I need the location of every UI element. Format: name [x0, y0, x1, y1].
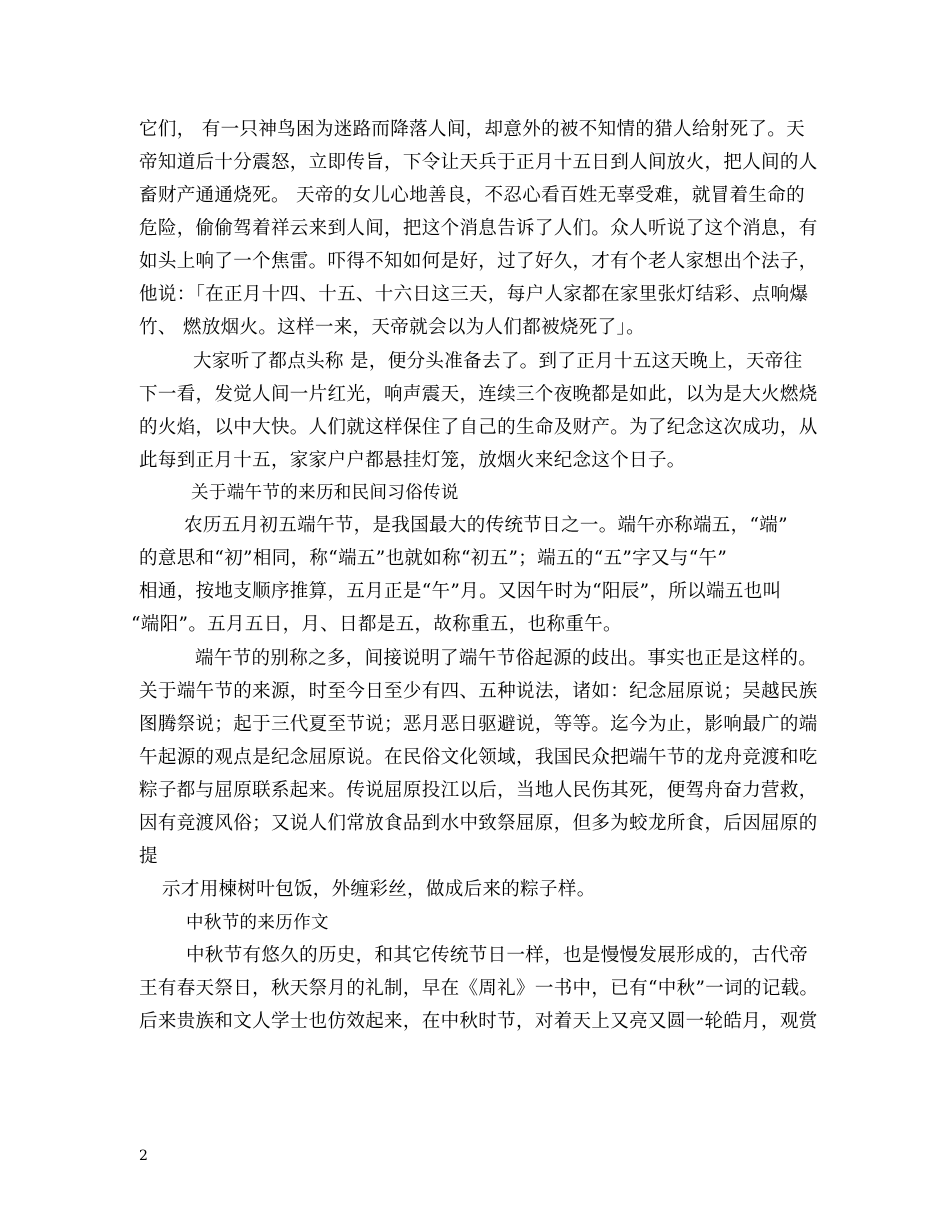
text-line: 相通，按地支顺序推算，五月正是“午”月。又因午时为“阳辰”，所以端五也叫 — [139, 581, 782, 602]
text-line: 它们， 有一只神鸟困为迷路而降落人间，却意外的被不知情的猎人给射死了。天 — [139, 119, 805, 140]
text-line: 提 — [139, 846, 158, 867]
text-line: 王有春天祭日，秋天祭月的礼制，早在《周礼》一书中，已有“中秋”一词的记载。 — [139, 978, 819, 999]
text-line: 因有竞渡风俗；又说人们常放食品到水中致祭屈原，但多为蛟龙所食，后因屈原的 — [139, 813, 818, 834]
text-line: 图腾祭说；起于三代夏至节说；恶月恶日驱避说，等等。迄今为止，影响最广的端 — [139, 714, 818, 735]
text-line: 畜财产通通烧死。 天帝的女儿心地善良，不忍心看百姓无辜受难，就冒着生命的 — [139, 185, 805, 206]
text-line: 危险，偷偷驾着祥云来到人间，把这个消息告诉了人们。众人听说了这个消息，有 — [139, 218, 818, 239]
text-line: 此每到正月十五，家家户户都悬挂灯笼，放烟火来纪念这个日子。 — [139, 450, 686, 471]
text-line: 的意思和“初”相同，称“端五”也就如称“初五”；端五的“五”字又与“午” — [139, 548, 728, 569]
text-line: 农历五月初五端午节，是我国最大的传统节日之一。端午亦称端五，“端” — [184, 515, 788, 536]
text-line: 中秋节有悠久的历史，和其它传统节日一样，也是慢慢发展形成的，古代帝 — [186, 945, 809, 966]
text-line: 下一看，发觉人间一片红光，响声震天，连续三个夜晚都是如此，以为是大火燃烧 — [139, 384, 818, 405]
text-line: 大家听了都点头称 是，便分头准备去了。到了正月十五这天晚上，天帝往 — [193, 351, 803, 372]
text-line: 如头上响了一个焦雷。吓得不知如何是好，过了好久，才有个老人家想出个法子， — [139, 251, 818, 272]
section-heading: 关于端午节的来历和民间习俗传说 — [191, 483, 459, 503]
text-line: “端阳”。五月五日，月、日都是五，故称重五，也称重午。 — [131, 614, 622, 635]
text-line: 端午节的别称之多，间接说明了端午节俗起源的歧出。事实也正是这样的。 — [195, 648, 818, 669]
text-line: 示才用楝树叶包饭，外缠彩丝，做成后来的粽子样。 — [162, 879, 596, 900]
text-line: 竹、 燃放烟火。这样一来，天帝就会以为人们都被烧死了」。 — [139, 317, 645, 338]
text-line: 帝知道后十分震怒，立即传旨，下令让天兵于正月十五日到人间放火，把人间的人 — [139, 152, 818, 173]
text-line: 他说：「在正月十四、十五、十六日这三天，每户人家都在家里张灯结彩、点响爆 — [139, 284, 809, 305]
page-number: 2 — [139, 1148, 148, 1164]
text-line: 午起源的观点是纪念屈原说。在民俗文化领域，我国民众把端午节的龙舟竞渡和吃 — [139, 747, 818, 768]
text-line: 后来贵族和文人学士也仿效起来，在中秋时节，对着天上又亮又圆一轮皓月，观赏 — [139, 1011, 818, 1032]
section-heading: 中秋节的来历作文 — [186, 913, 329, 933]
text-line: 的火焰，以中大快。人们就这样保住了自己的生命及财产。为了纪念这次成功，从 — [139, 417, 818, 438]
text-line: 粽子都与屈原联系起来。传说屈原投江以后，当地人民伤其死，便驾舟奋力营救， — [139, 780, 818, 801]
text-line: 关于端午节的来源，时至今日至少有四、五种说法，诸如：纪念屈原说；吴越民族 — [139, 681, 818, 702]
